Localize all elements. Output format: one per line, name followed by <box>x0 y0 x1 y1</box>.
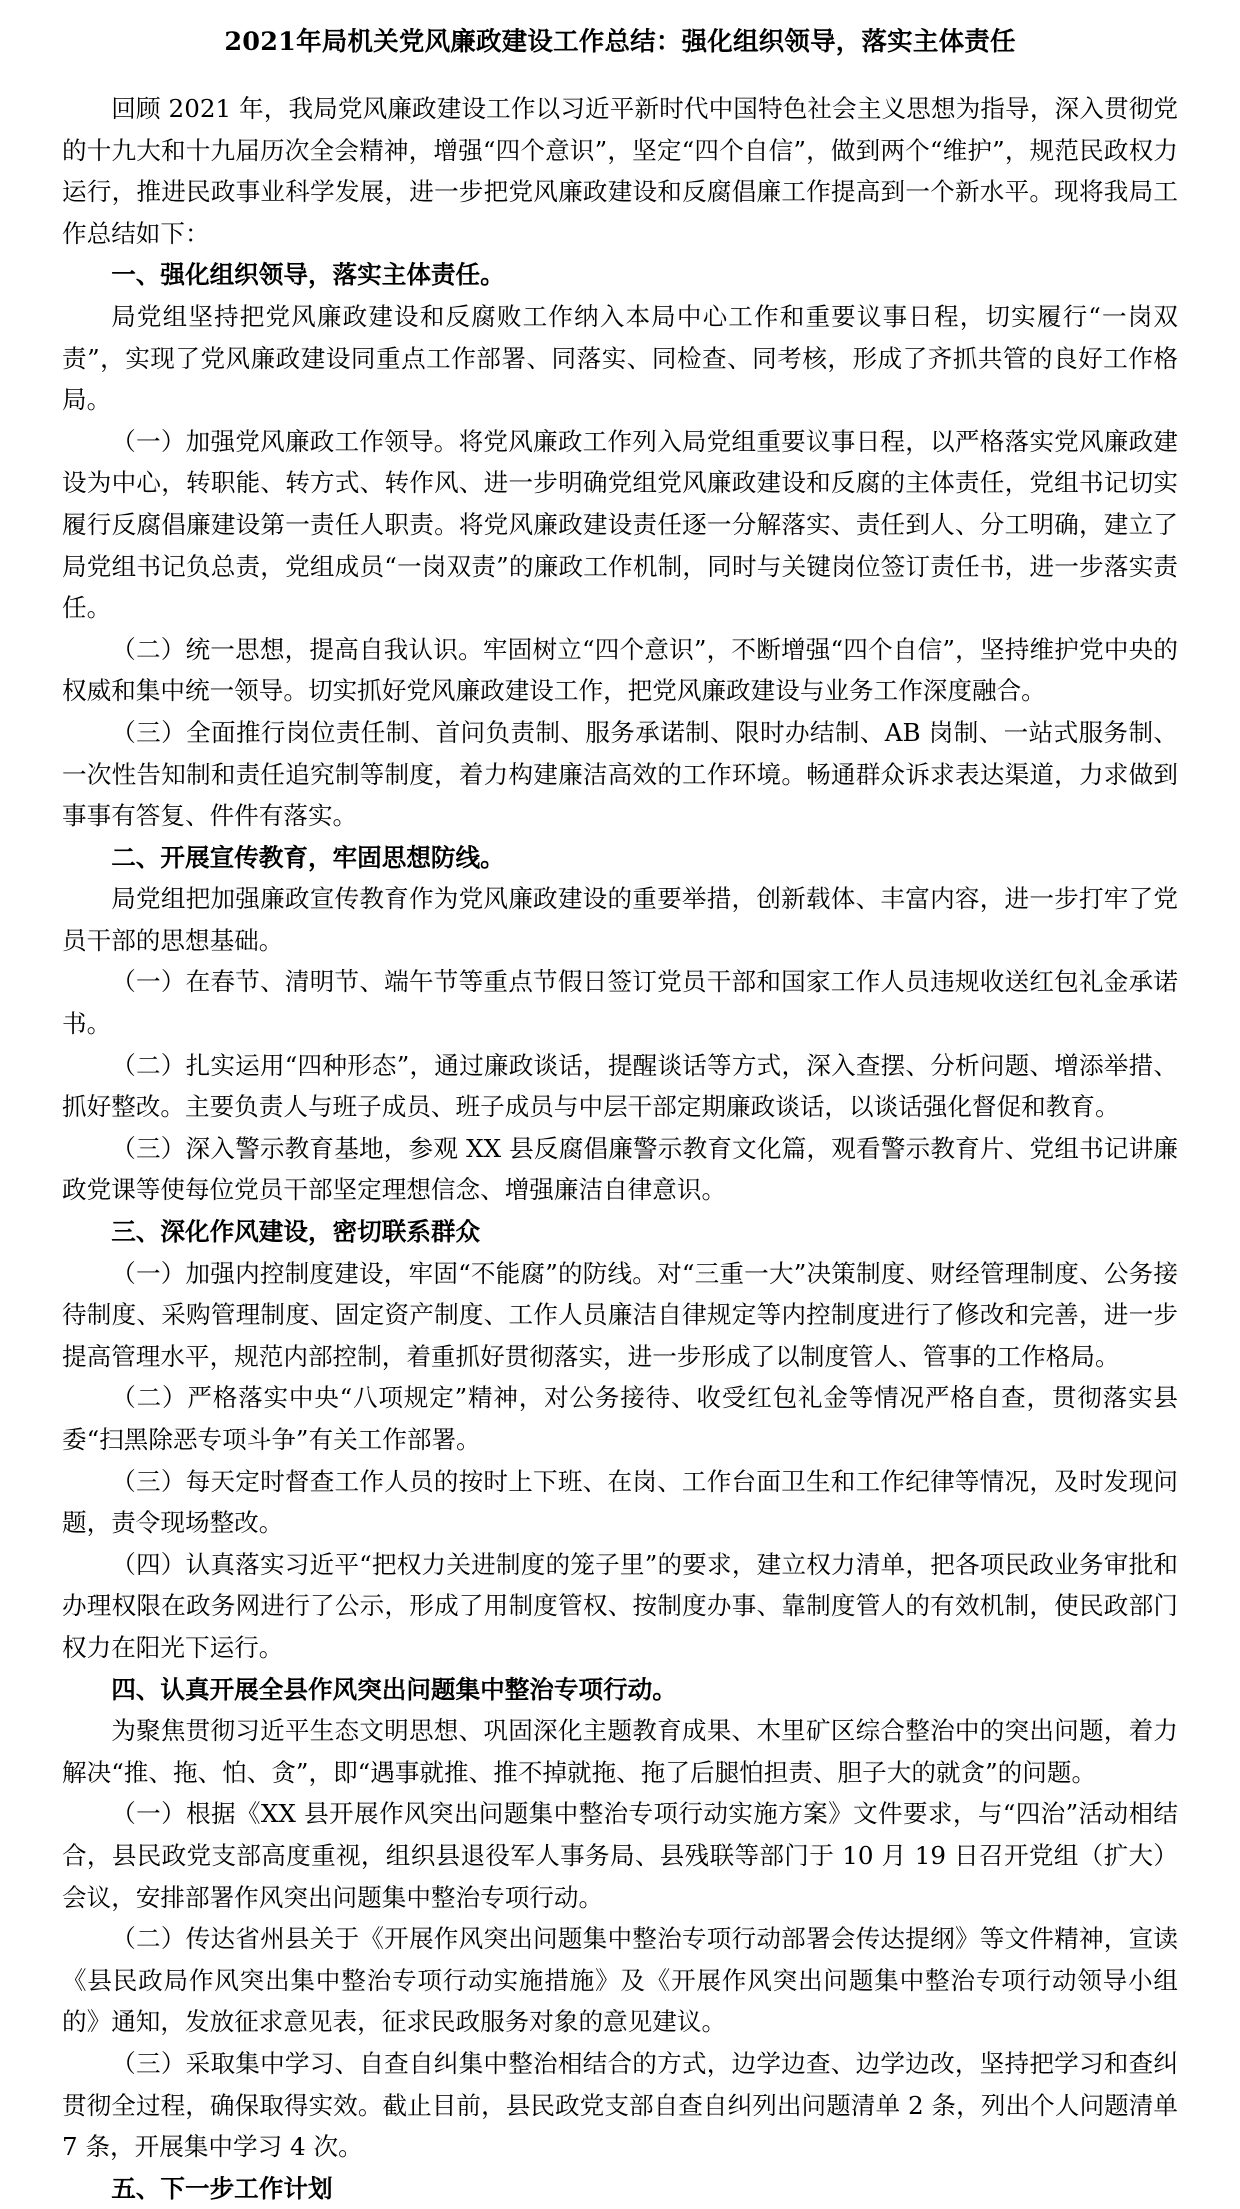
body-paragraph: （四）认真落实习近平“把权力关进制度的笼子里”的要求，建立权力清单，把各项民政业务审批和办理权限在政务网进行了公示，形成了用制度管权、按制度办事、靠制度管人的有效机制，使民政部门权力在阳光下运行。 <box>62 1549 1178 1662</box>
body-paragraph: （一）加强内控制度建设，牢固“不能腐”的防线。对“三重一大”决策制度、财经管理制度、公务接待制度、采购管理制度、固定资产制度、工作人员廉洁自律规定等内控制度进行了修改和完善，进一步提高管理水平，规范内部控制，着重抓好贯彻落实，进一步形成了以制度管人、管事的工作格局。 <box>62 1258 1178 1371</box>
body-paragraph: 为聚焦贯彻习近平生态文明思想、巩固深化主题教育成果、木里矿区综合整治中的突出问题，着力解决“推、拖、怕、贪”，即“遇事就推、推不掉就拖、拖了后腿怕担责、胆子大的就贪”的问题。 <box>62 1716 1178 1787</box>
document-body <box>62 88 1178 2209</box>
body-paragraph: （三）采取集中学习、自查自纠集中整治相结合的方式，边学边查、边学边改，坚持把学习和查纠贯彻全过程，确保取得实效。截止目前，县民政党支部自查自纠列出问题清单 2 条，列出个人问题清单 7 条，开展集中学习 4 次。 <box>62 2048 1178 2162</box>
body-paragraph: 回顾 2021 年，我局党风廉政建设工作以习近平新时代中国特色社会主义思想为指导，深入贯彻党的十九大和十九届历次全会精神，增强“四个意识”，坚定“四个自信”，做到两个“维护”，规范民政权力运行，推进民政事业科学发展，进一步把党风廉政建设和反腐倡廉工作提高到一个新水平。现将我局工作总结如下： <box>62 94 1178 248</box>
body-paragraph: （三）深入警示教育基地，参观 XX 县反腐倡廉警示教育文化篇，观看警示教育片、党组书记讲廉政党课等使每位党员干部坚定理想信念、增强廉洁自律意识。 <box>62 1133 1178 1205</box>
body-paragraph: （二）扎实运用“四种形态”，通过廉政谈话，提醒谈话等方式，深入查摆、分析问题、增添举措、抓好整改。主要负责人与班子成员、班子成员与中层干部定期廉政谈话，以谈话强化督促和教育。 <box>62 1050 1178 1122</box>
section-heading: 三、深化作风建设，密切联系群众 <box>111 1217 481 1247</box>
body-paragraph: 局党组坚持把党风廉政建设和反腐败工作纳入本局中心工作和重要议事日程，切实履行“一岗双责”，实现了党风廉政建设同重点工作部署、同落实、同检查、同考核，形成了齐抓共管的良好工作格局。 <box>62 301 1178 415</box>
body-paragraph: （二）统一思想，提高自我认识。牢固树立“四个意识”，不断增强“四个自信”，坚持维护党中央的权威和集中统一领导。切实抓好党风廉政建设工作，把党风廉政建设与业务工作深度融合。 <box>62 634 1178 706</box>
section-heading: 五、下一步工作计划 <box>111 2173 333 2203</box>
body-paragraph: （一）在春节、清明节、端午节等重点节假日签订党员干部和国家工作人员违规收送红包礼金承诺书。 <box>62 967 1178 1039</box>
body-paragraph: 局党组把加强廉政宣传教育作为党风廉政建设的重要举措，创新载体、丰富内容，进一步打牢了党员干部的思想基础。 <box>62 884 1178 955</box>
body-paragraph: （三）全面推行岗位责任制、首问负责制、服务承诺制、限时办结制、AB 岗制、一站式服务制、一次性告知制和责任追究制等制度，着力构建廉洁高效的工作环境。畅通群众诉求表达渠道，力求做到事事有答复、件件有落实。 <box>62 717 1178 831</box>
body-paragraph: （三）每天定时督查工作人员的按时上下班、在岗、工作台面卫生和工作纪律等情况，及时发现问题，责令现场整改。 <box>62 1466 1178 1538</box>
body-paragraph: （二）严格落实中央“八项规定”精神，对公务接待、收受红包礼金等情况严格自查，贯彻落实县委“扫黑除恶专项斗争”有关工作部署。 <box>62 1383 1178 1454</box>
body-paragraph: （一）加强党风廉政工作领导。将党风廉政工作列入局党组重要议事日程，以严格落实党风廉政建设为中心，转职能、转方式、转作风、进一步明确党组党风廉政建设和反腐的主体责任，党组书记切实履行反腐倡廉建设第一责任人职责。将党风廉政建设责任逐一分解落实、责任到人、分工明确，建立了局党组书记负总责，党组成员“一岗双责”的廉政工作机制，同时与关键岗位签订责任书，进一步落实责任。 <box>62 426 1178 623</box>
section-heading: 四、认真开展全县作风突出问题集中整治专项行动。 <box>111 1674 677 1704</box>
body-paragraph: （一）根据《XX 县开展作风突出问题集中整治专项行动实施方案》文件要求，与“四治”活动相结合，县民政党支部高度重视，组织县退役军人事务局、县残联等部门于 10 月 19 日召开党组（扩大）会议，安排部署作风突出问题集中整治专项行动。 <box>62 1799 1178 1912</box>
section-heading: 一、强化组织领导，落实主体责任。 <box>111 260 505 290</box>
section-heading: 二、开展宣传教育，牢固思想防线。 <box>111 842 505 872</box>
body-paragraph: （二）传达省州县关于《开展作风突出问题集中整治专项行动部署会传达提纲》等文件精神，宣读《县民政局作风突出集中整治专项行动实施措施》及《开展作风突出问题集中整治专项行动领导小组的》通知，发放征求意见表，征求民政服务对象的意见建议。 <box>62 1924 1178 2037</box>
page-title: 2021年局机关党风廉政建设工作总结：强化组织领导，落实主体责任 <box>224 27 1016 57</box>
